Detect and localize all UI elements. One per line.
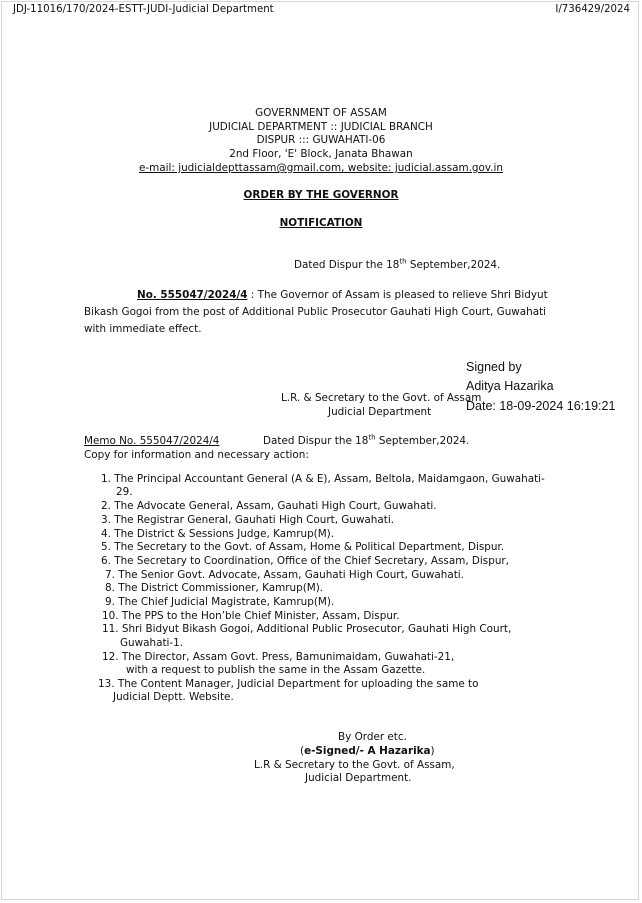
esigned-line [300,745,435,758]
list-item [101,528,334,541]
list-item [101,514,394,527]
notification-date [294,259,500,272]
list-item-text: The Principal Accountant General (A & E), Assam, Beltola, Maidamgaon, Guwahati- [114,473,545,485]
copy-intro: Copy for information and necessary action: [84,449,309,461]
list-item-number: 4. [101,528,111,540]
notification-title-text: NOTIFICATION [279,217,363,229]
list-item-continuation: Judicial Deptt. Website. [113,691,234,703]
list-item [101,555,509,568]
esigned-name: e-Signed/- A Hazarika [304,745,431,757]
list-item [101,541,504,554]
notification-title [0,217,642,230]
list-item-number: 11. [102,623,119,635]
notification-body-line-2: Bikash Gogoi from the post of Additional Public Prosecutor Gauhati High Court, Guwahati [84,306,547,318]
document-id: I/736429/2024 [555,4,630,15]
list-item-number: 5. [101,541,111,553]
list-item-continuation: with a request to publish the same in the Assam Gazette. [126,664,426,676]
office-line-government: GOVERNMENT OF ASSAM [255,107,387,119]
list-item-text: The Chief Judicial Magistrate, Kamrup(M). [118,596,335,608]
list-item [101,500,437,513]
esigned-open: ( [300,745,305,757]
contact-link[interactable]: e-mail: judicialdepttassam@gmail.com, website: judicial.assam.gov.in [138,162,503,174]
list-item [105,582,323,595]
office-line-dispur: DISPUR ::: GUWAHATI-06 [256,134,386,146]
list-item-text: The Secretary to the Govt. of Assam, Home & Political Department, Dispur. [114,541,505,553]
signatory-line-1: L.R. & Secretary to the Govt. of Assam [281,392,482,404]
list-item [98,678,478,691]
list-item-number: 10. [102,610,119,622]
memo-date-suffix: September,2024. [375,435,470,447]
list-item-text: The District Commissioner, Kamrup(M). [118,582,324,594]
digital-signature-date: Date: 18-09-2024 16:19:21 [466,399,616,413]
signatory-line-2: Judicial Department [328,406,432,418]
memo-number [84,435,219,448]
number-value: . 555047/2024/4 [152,289,248,301]
esigned-close: ) [430,745,435,757]
memo-date [263,435,469,448]
body-text-1: : The Governor of Assam is pleased to relieve Shri Bidyut [247,289,548,301]
order-title [0,189,642,202]
list-item-text: The Registrar General, Gauhati High Court, Guwahati. [114,514,395,526]
file-reference: JDJ-11016/170/2024-ESTT-JUDI-Judicial Department [13,4,274,15]
memo-date-prefix: Dated Dispur the 18 [263,435,369,447]
notification-body-line-1 [137,289,548,302]
office-line-address: 2nd Floor, 'E' Block, Janata Bhawan [229,148,413,160]
list-item-number: 1. [101,473,111,485]
list-item-number: 13. [98,678,115,690]
date-sup: th [399,257,407,266]
list-item-number: 3. [101,514,111,526]
list-item-number: 2. [101,500,111,512]
list-item-text: The Director, Assam Govt. Press, Bamunimaidam, Guwahati-21, [121,651,455,663]
list-item-text: The Advocate General, Assam, Gauhati High Court, Guwahati. [114,500,437,512]
list-item [105,596,334,609]
digital-signature-name: Aditya Hazarika [466,379,554,393]
list-item-number: 12. [102,651,119,663]
list-item-text: The Senior Govt. Advocate, Assam, Gauhati High Court, Guwahati. [118,569,464,581]
office-line-department: JUDICIAL DEPARTMENT :: JUDICIAL BRANCH [209,121,433,133]
list-item-number: 9. [105,596,115,608]
digital-signature-signed-by: Signed by [466,360,522,374]
list-item-text: The PPS to the Hon’ble Chief Minister, Assam, Dispur. [121,610,400,622]
memo-number-text: Memo No. 555047/2024/4 [84,435,220,447]
list-item-number: 6. [101,555,111,567]
list-item-text: The District & Sessions Judge, Kamrup(M). [114,528,335,540]
list-item-number: 8. [105,582,115,594]
date-prefix: Dated Dispur the 18 [294,259,400,271]
list-item [102,610,400,623]
list-item-text: The Content Manager, Judicial Department for uploading the same to [117,678,479,690]
list-item [102,623,511,636]
list-item [102,651,454,664]
office-contact[interactable] [0,162,642,175]
closing-signatory-line-1: L.R & Secretary to the Govt. of Assam, [254,759,455,771]
list-item-text: The Secretary to Coordination, Office of the Chief Secretary, Assam, Dispur, [114,555,509,567]
by-order: By Order etc. [338,731,407,743]
order-title-text: ORDER BY THE GOVERNOR [243,189,399,201]
list-item-text: Shri Bidyut Bikash Gogoi, Additional Public Prosecutor, Gauhati High Court, [121,623,512,635]
list-item-continuation: Guwahati-1. [120,637,184,649]
list-item [101,473,545,486]
list-item-continuation: 29. [116,486,133,498]
date-suffix: September,2024. [406,259,501,271]
number-label: No [137,289,153,301]
list-item [105,569,464,582]
closing-signatory-line-2: Judicial Department. [305,772,412,784]
list-item-number: 7. [105,569,115,581]
memo-date-sup: th [368,433,376,442]
notification-body-line-3: with immediate effect. [84,323,202,335]
